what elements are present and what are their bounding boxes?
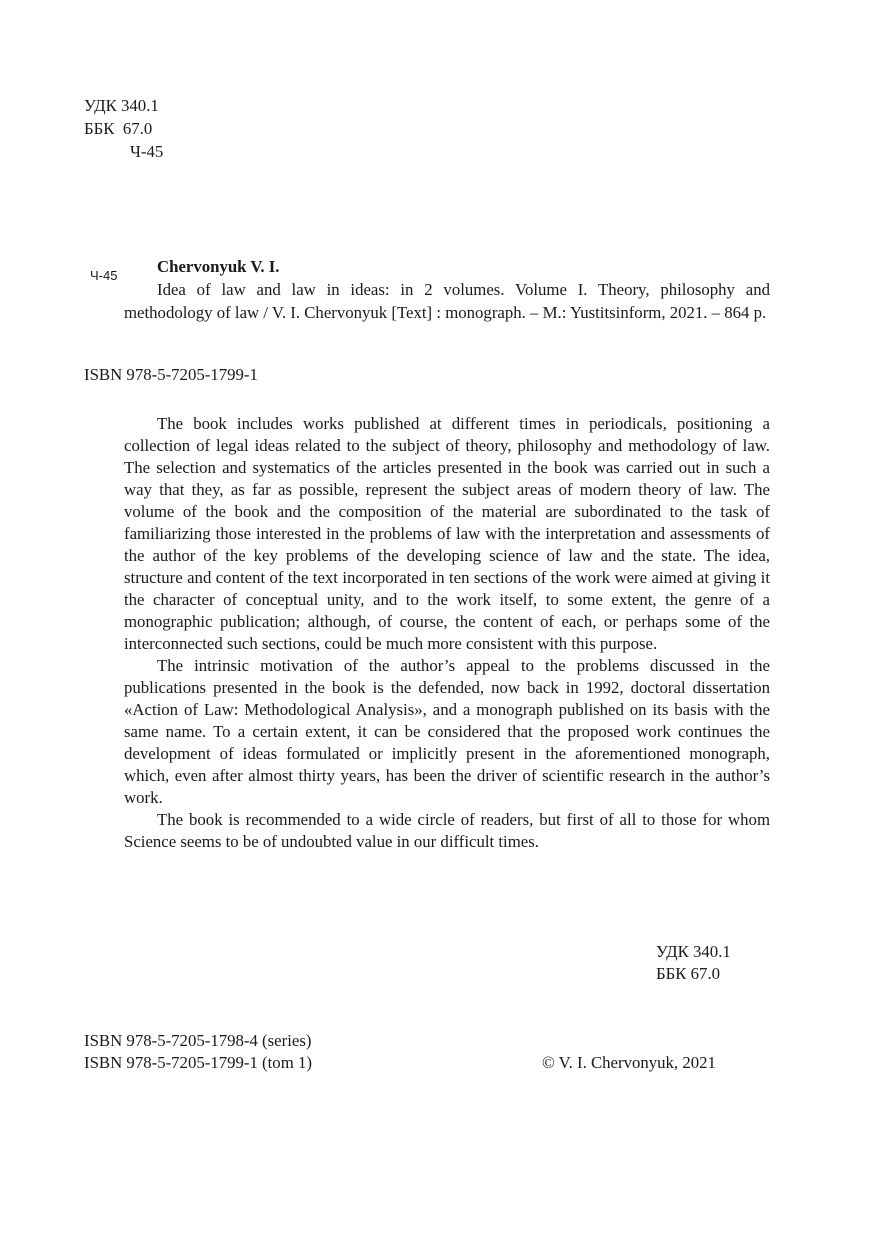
bibliographic-record <box>124 255 770 324</box>
isbn-series: ISBN 978-5-7205-1798-4 (series) <box>84 1031 312 1050</box>
abstract-paragraph-2: The intrinsic motivation of the author’s appeal to the problems discussed in the publications presented in the book is the defended, now back in 1992, doctoral dissertation «Action of Law: Methodological Analysis», and a monograph published on its basis with the same name. To a certain extent, it can be considered that the proposed work continues the development of ideas formulated or implicitly present in the aforementioned monograph, which, even after almost thirty years, has been the driver of scientific research in the author’s work. <box>124 656 770 807</box>
bbk-code-bottom: ББК 67.0 <box>656 964 721 983</box>
cutter-code: Ч-45 <box>130 142 164 161</box>
isbn-list <box>84 1030 312 1074</box>
udk-code: УДК 340.1 <box>84 96 159 115</box>
copyright-notice: © V. I. Chervonyuk, 2021 <box>542 1053 716 1072</box>
top-classification <box>84 94 163 163</box>
abstract-paragraph-1: The book includes works published at different times in periodicals, positioning a collection of legal ideas related to the subject of theory, philosophy and methodology of law. The selection and systematics of the articles presented in the book was carried out in such a way that they, as far as possible, represent the subject areas of modern theory of law. The volume of the book and the composition of the material are subordinated to the task of familiarizing those interested in the problems of law with the interpretation and assessments of the author of the key problems of the developing science of law and the state. The idea, structure and content of the text incorporated in ten sections of the work were aimed at giving it the character of conceptual unity, and to the work itself, to some extent, the genre of a monographic publication; although, of course, the content of each, or perhaps some of the interconnected such sections, could be much more consistent with this purpose. <box>124 414 770 653</box>
bibliographic-reference: Idea of law and law in ideas: in 2 volumes. Volume I. Theory, philosophy and methodology of law / V. I. Chervonyuk [Text] : monograph. – M.: Yustitsinform, 2021. – 864 p. <box>124 280 770 322</box>
isbn-volume: ISBN 978-5-7205-1799-1 (tom 1) <box>84 1053 312 1072</box>
bottom-classification <box>656 941 731 985</box>
isbn-main: ISBN 978-5-7205-1799-1 <box>84 365 258 384</box>
bbk-code: ББК 67.0 <box>84 119 153 138</box>
side-cutter-code: Ч-45 <box>90 268 118 283</box>
abstract-paragraph-3: The book is recommended to a wide circle of readers, but first of all to those for whom Science seems to be of undoubted value in our difficult times. <box>124 810 770 851</box>
udk-code-bottom: УДК 340.1 <box>656 942 731 961</box>
abstract <box>124 413 770 853</box>
author-name: Chervonyuk V. I. <box>157 257 280 276</box>
